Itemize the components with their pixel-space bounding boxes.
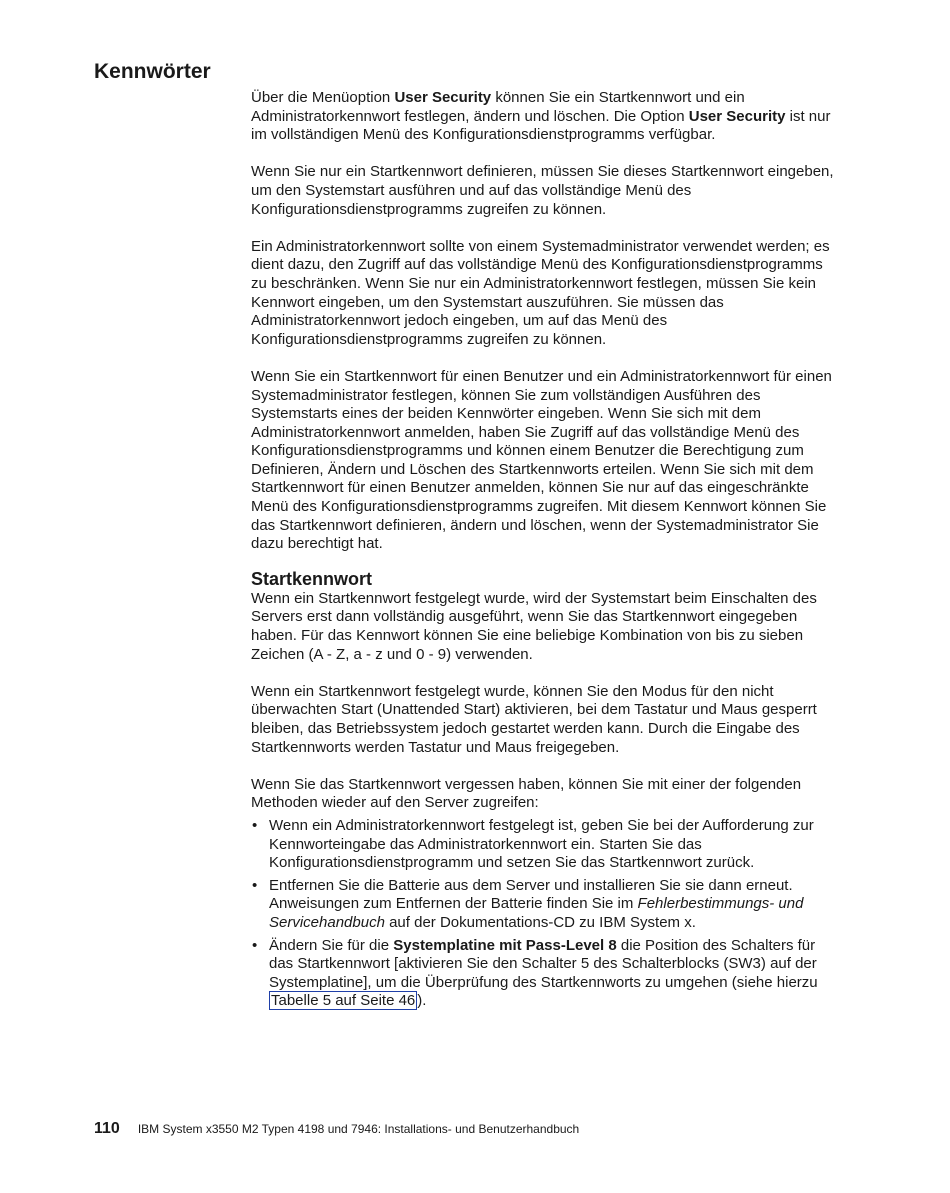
text-run: ist nur im vollständigen Menü des Konfigurationsdienstprogramms verfügbar. [251, 107, 831, 144]
text-run: die Position des Schalters für das Startkennwort [aktivieren Sie den Schalter 5 des Schalterblocks (SW3) auf der Systemplatine], um die Überprüfung des Startkennworts zu umgehen (siehe hierzu [269, 936, 818, 991]
recovery-methods-list [251, 817, 841, 1011]
document-title: Fehlerbestimmungs- und Servicehandbuch [269, 895, 804, 931]
text-run: können Sie ein Startkennwort und ein Administratorkennwort festlegen, ändern und löschen. Die Option [251, 89, 745, 125]
bullet-icon: • [252, 816, 258, 834]
board-name: Systemplatine mit Pass-Level 8 [393, 936, 617, 954]
text-run: auf der Dokumentations-CD zu IBM System x. [384, 913, 696, 931]
text-run: Über die Menüoption [251, 89, 395, 106]
page-title: Kennwörter [94, 60, 211, 83]
page-footer [94, 1120, 579, 1138]
text-run: Entfernen Sie die Batterie aus dem Server und installieren Sie sie dann erneut. Anweisungen zum Entfernen der Batterie finden Sie im [269, 876, 793, 913]
section-heading: Startkennwort [251, 568, 373, 589]
section-paragraph-2: Wenn ein Startkennwort festgelegt wurde, können Sie den Modus für den nicht überwachten Start (Unattended Start) aktivieren, bei dem Tastatur und Maus gesperrt bleiben, das Betriebssystem jedoch gestartet werden kann. Durch die Eingabe des Startkennworts werden Tastatur und Maus freigegeben. [251, 682, 817, 756]
menu-option-name: User Security [394, 89, 492, 106]
intro-paragraph-2: Wenn Sie nur ein Startkennwort definieren, müssen Sie dieses Startkennwort eingeben, um den Systemstart ausführen und auf das vollständige Menü des Konfigurationsdienstprogramms zugreifen zu können. [251, 163, 834, 218]
section-paragraph-3: Wenn Sie das Startkennwort vergessen haben, können Sie mit einer der folgenden Methoden wieder auf den Server zugreifen: [251, 775, 802, 812]
table-reference-link[interactable]: Tabelle 5 auf Seite 46 [271, 992, 416, 1010]
text-run: Ändern Sie für die [269, 936, 394, 954]
bullet-icon: • [252, 876, 258, 894]
list-item [251, 817, 841, 873]
list-item [251, 937, 841, 1011]
intro-paragraph-1 [251, 89, 841, 145]
menu-option-name: User Security [688, 107, 786, 125]
text-run: ). [417, 992, 427, 1010]
footer-text: IBM System x3550 M2 Typen 4198 und 7946: Installations- und Benutzerhandbuch [137, 1122, 580, 1136]
section-paragraph-1: Wenn ein Startkennwort festgelegt wurde, wird der Systemstart beim Einschalten des Servers erst dann vollständig ausgeführt, wenn Sie das Startkennwort eingegeben haben. Für das Kennwort können Sie eine beliebige Kombination von bis zu sieben Zeichen (A - Z, a - z und 0 - 9) verwenden. [251, 589, 817, 663]
list-item [251, 877, 841, 933]
intro-paragraph-4: Wenn Sie ein Startkennwort für einen Benutzer und ein Administratorkennwort für einen Systemadministrator festlegen, können Sie zum vollständigen Ausführen des Systemstarts eines der beiden Kennwörter eingeben. Wenn Sie sich mit dem Administratorkennwort anmelden, haben Sie Zugriff auf das vollständige Menü des Konfigurationsdienstprogramms und können einem Benutzer die Berechtigung zum Definieren, Ändern und Löschen des Startkennworts erteilen. Wenn Sie sich mit dem Startkennwort für einen Benutzer anmelden, können Sie nur auf das eingeschränkte Menü des Konfigurationsdienstprogramms zugreifen. Mit diesem Kennwort können Sie das Startkennwort definieren, ändern und löschen, wenn der Systemadministrator Sie dazu berechtigt hat. [251, 367, 832, 553]
list-item-text: Wenn ein Administratorkennwort festgelegt ist, geben Sie bei der Aufforderung zur Kennworteingabe das Administratorkennwort ein. Starten Sie das Konfigurationsdienstprogramm und setzen Sie das Startkennwort zurück. [269, 816, 814, 872]
page-number: 110 [94, 1120, 120, 1137]
intro-paragraph-3: Ein Administratorkennwort sollte von einem Systemadministrator verwendet werden; es dient dazu, den Zugriff auf das vollständige Menü des Konfigurationsdienstprogramms zu beschränken. Wenn Sie nur ein Administratorkennwort festlegen, müssen Sie kein Kennwort eingeben, um den Systemstart auszuführen. Sie müssen das Administratorkennwort jedoch eingeben, um auf das Menü des Konfigurationsdienstprogramms zugreifen zu können. [251, 237, 830, 348]
bullet-icon: • [252, 936, 258, 954]
main-content [251, 89, 841, 1015]
